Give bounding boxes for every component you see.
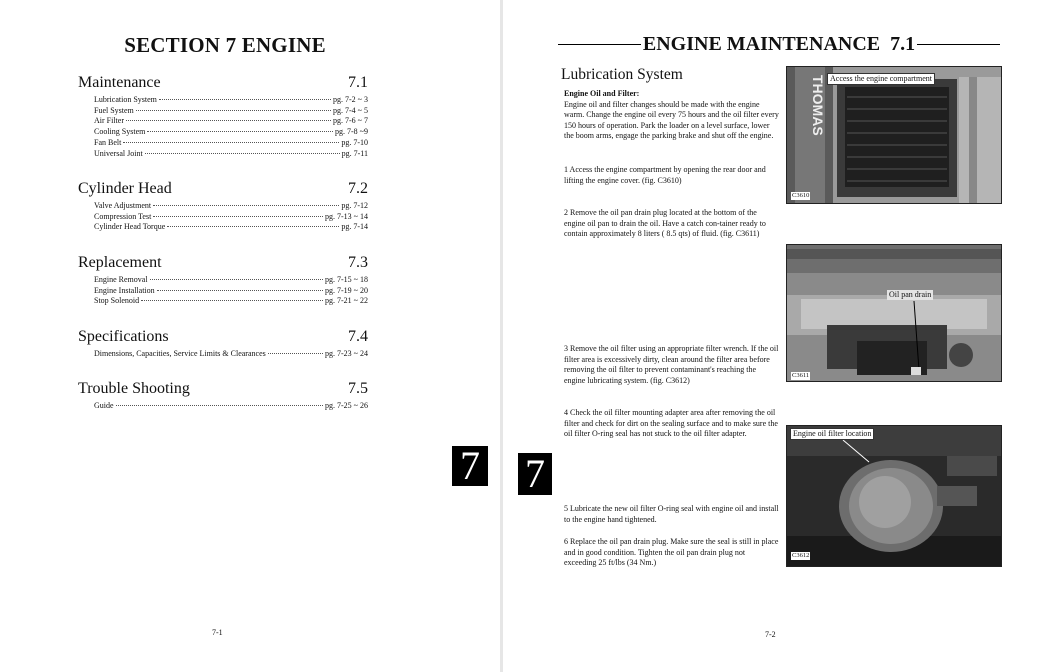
toc-entry[interactable] [78,275,368,286]
toc-entry[interactable] [78,286,368,297]
toc-entry[interactable] [78,127,368,138]
step-3: 3 Remove the oil filter using an appropriate filter wrench. If the oil filter area is excessively dirty, clean around the filter area before removing the oil filter to prevent contaminant's reaching the engine lubricating system. (fig. C3612) [564,344,779,385]
toc-entry-label: Air Filter [94,116,124,126]
toc-entry-label: Cylinder Head Torque [94,222,166,232]
toc-entry-page: pg. 7-6 ~ 7 [333,116,368,126]
step-4: 4 Check the oil filter mounting adapter area after removing the oil filter and check for dirt on the sealing surface and to make sure the oil filter O-ring seal has not stuck to the oil filter adapter. [564,408,778,439]
toc-entry[interactable] [78,401,368,412]
photo-2-fig: C3611 [792,372,810,379]
toc-entry-label: Cooling System [94,127,146,137]
toc-entry-label: Fan Belt [94,137,122,147]
toc-entry[interactable] [78,95,368,106]
toc-entry[interactable] [78,149,368,160]
page-header [558,33,1000,56]
photo-engine-compartment [786,66,1002,204]
toc-entry-page: pg. 7-10 [341,137,368,147]
toc-entry-page: pg. 7-2 ~ 3 [333,95,368,104]
photo-oil-pan-drain [786,244,1002,382]
toc-group [78,328,368,360]
header-rule-right [917,44,1000,45]
toc-group [78,180,368,233]
toc-entry-page: pg. 7-14 [341,222,368,232]
toc-heading-label: Specifications [78,328,169,345]
step-5: 5 Lubricate the new oil filter O-ring seal with engine oil and install to the engine hand tightened. [564,504,779,524]
dot-leader [157,290,323,291]
toc-heading-number: 7.2 [348,180,368,197]
brand-lettering: THOMAS [810,75,826,136]
dot-leader [116,405,323,406]
toc-entry-page: pg. 7-12 [341,201,368,210]
page-number-right: 7-2 [765,630,776,639]
page-title: ENGINE MAINTENANCE 7.1 [642,33,916,55]
toc-heading-label: Maintenance [78,74,161,91]
toc-heading-number: 7.5 [348,380,368,397]
dot-leader [153,216,323,217]
toc-entry-label: Compression Test [94,211,152,221]
toc-entry-page: pg. 7-8 ~9 [335,127,368,137]
dot-leader [145,153,340,154]
toc-entry[interactable] [78,138,368,149]
dot-leader [147,131,333,132]
header-rule-left [558,44,641,45]
toc-entry-label: Guide [94,401,114,410]
photo-oil-filter [786,425,1002,567]
section-tab-right: 7 [518,453,552,495]
toc-heading-label: Cylinder Head [78,180,172,197]
oil-filter-heading: Engine Oil and Filter: [564,89,640,98]
photo-3-fig: C3612 [792,552,810,559]
dot-leader [141,300,323,301]
toc-entry-label: Lubrication System [94,95,157,104]
toc-heading [78,254,368,272]
section-tab-left: 7 [452,446,488,486]
dot-leader [159,99,331,100]
photo-2-caption: Oil pan drain [889,290,932,299]
section-title: SECTION 7 ENGINE [124,33,326,57]
toc-entry-label: Engine Installation [94,285,155,295]
toc-entry-page: pg. 7-4 ~ 5 [333,105,368,115]
intro-block [564,89,779,142]
page-number-left: 7-1 [212,628,223,637]
toc-entry-page: pg. 7-19 ~ 20 [325,285,368,295]
intro-text: Engine oil and filter changes should be made with the engine warm. Change the engine oil every 75 hours and the oil filter every 150 hours of operation. Park the loader on a level surface, lower the boom arms, engage the parking brake and shut off the engine. [564,99,779,141]
toc-entry-label: Valve Adjustment [94,201,152,210]
toc-entry-page: pg. 7-23 ~ 24 [325,349,368,358]
step-1: 1 Access the engine compartment by opening the rear door and lifting the engine cover. (fig. C3610) [564,165,766,185]
toc-entry-page: pg. 7-25 ~ 26 [325,401,368,410]
toc-heading-number: 7.1 [348,74,368,91]
dot-leader [123,142,339,143]
toc-entry-label: Fuel System [94,105,134,115]
toc-entry-page: pg. 7-15 ~ 18 [325,275,368,284]
toc-entry[interactable] [78,212,368,223]
toc-entry-page: pg. 7-21 ~ 22 [325,296,368,306]
toc-entry-label: Dimensions, Capacities, Service Limits & Clearances [94,349,266,358]
toc-entry-label: Universal Joint [94,148,143,158]
subsection-title: Lubrication System [561,66,683,83]
toc-heading-number: 7.4 [348,328,368,345]
toc-group [78,380,368,412]
photo-1-caption: Access the engine compartment [827,73,935,85]
toc-heading [78,74,368,92]
toc-entry-page: pg. 7-11 [341,148,368,158]
toc-entry[interactable] [78,296,368,307]
step-6: 6 Replace the oil pan drain plug. Make sure the seal is still in place and in good condition. Tighten the oil pan drain plug not exceeding 25 ft/lbs (34 Nm.) [564,537,779,568]
toc-heading [78,380,368,398]
right-page [503,0,1046,672]
toc-heading [78,328,368,346]
toc-heading-label: Trouble Shooting [78,380,190,397]
dot-leader [150,279,323,280]
toc-entry-label: Stop Solenoid [94,296,140,306]
toc-entry[interactable] [78,222,368,233]
toc-heading [78,180,368,198]
toc-heading-number: 7.3 [348,254,368,271]
dot-leader [153,205,339,206]
dot-leader [126,120,331,121]
toc-heading-label: Replacement [78,254,162,271]
toc-entry[interactable] [78,106,368,117]
toc-entry[interactable] [78,201,368,212]
toc-entry-page: pg. 7-13 ~ 14 [325,211,368,221]
toc-group [78,254,368,307]
toc-entry-label: Engine Removal [94,275,148,284]
photo-3-caption: Engine oil filter location [790,428,874,440]
toc-entry[interactable] [78,116,368,127]
left-page [0,0,500,672]
dot-leader [136,110,331,111]
dot-leader [268,353,323,354]
photo-1-fig: C3610 [792,192,810,199]
step-2: 2 Remove the oil pan drain plug located at the bottom of the engine oil pan to drain the oil. Have a catch con-tainer ready to contain approximately 8 liters ( 8.5 qts) of fluid. (fig. C3611) [564,208,766,239]
dot-leader [167,226,339,227]
toc-entry[interactable] [78,349,368,360]
toc-group [78,74,368,159]
